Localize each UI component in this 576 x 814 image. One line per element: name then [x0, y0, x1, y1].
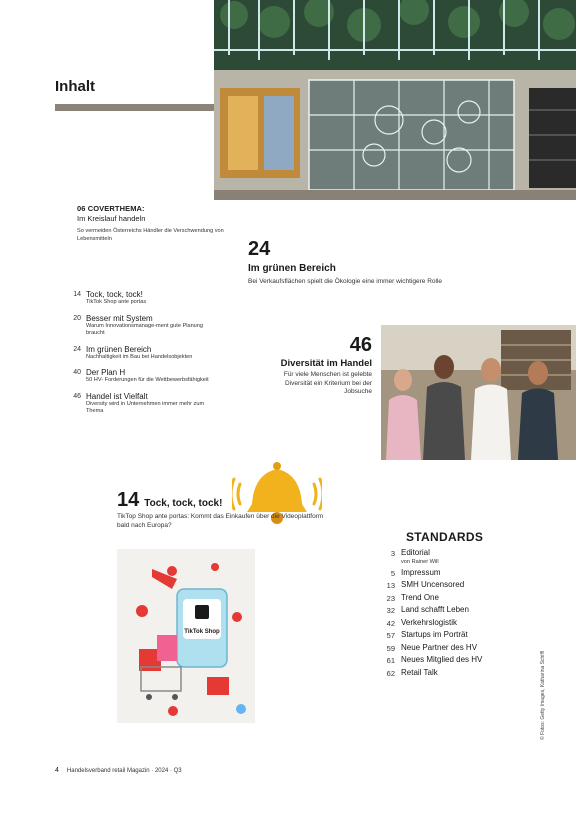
- toc-list: [60, 290, 220, 423]
- photo-credit: © Fotos: Getty Images, Katharina Schiffl: [540, 650, 546, 740]
- standards-item[interactable]: [383, 630, 523, 641]
- standards-item-title: Land schafft Leben: [401, 605, 469, 614]
- diversity-team-photo: [381, 325, 576, 460]
- standards-item-title: Neue Partner des HV: [401, 642, 478, 652]
- standards-item[interactable]: [383, 643, 523, 654]
- feature-46-title: Diversität im Handel: [280, 358, 372, 369]
- tiktok-shop-label: TikTok Shop: [184, 629, 220, 635]
- standards-item-title: Neues Mitglied des HV: [401, 655, 483, 664]
- title-underline-bar: [55, 104, 215, 111]
- standards-item-page: 61: [386, 656, 395, 665]
- toc-item[interactable]: [60, 314, 220, 338]
- cover-description: So vermeiden Österreichs Händler die Verschwendung von Lebensmitteln: [77, 228, 224, 242]
- page-title: Inhalt: [55, 78, 95, 95]
- standards-item[interactable]: [383, 568, 523, 579]
- standards-item[interactable]: [383, 605, 523, 616]
- standards-item-title: SMH Uncensored: [401, 580, 465, 589]
- standards-item-page: 3: [390, 549, 395, 558]
- standards-item[interactable]: [383, 548, 523, 566]
- toc-item-description: Warum Innovationsmanage-ment gute Planung braucht: [86, 322, 204, 336]
- hero-store-image: [214, 0, 576, 200]
- page-number: 4: [55, 767, 59, 774]
- toc-item-title: Der Plan H: [86, 368, 126, 377]
- toc-item[interactable]: [60, 368, 220, 385]
- toc-item-title: Im grünen Bereich: [86, 344, 152, 354]
- toc-item-title: Handel ist Vielfalt: [86, 391, 148, 401]
- page-footer: [55, 767, 182, 774]
- standards-item-page: 42: [386, 618, 395, 628]
- standards-item-page: 57: [386, 631, 395, 640]
- cover-kicker: 06 COVERTHEMA:: [77, 204, 145, 213]
- standards-item-title: Retail Talk: [401, 667, 438, 677]
- toc-item[interactable]: [60, 345, 220, 362]
- toc-item-title: Tock, tock, tock!: [86, 290, 143, 299]
- standards-item-title: Editorial: [401, 548, 430, 557]
- feature-24-title: Im grünen Bereich: [248, 263, 336, 274]
- standards-item[interactable]: [383, 655, 523, 666]
- toc-item[interactable]: [60, 290, 220, 307]
- feature-14[interactable]: [117, 489, 337, 530]
- standards-item-page: 59: [386, 643, 395, 653]
- tiktok-shop-illustration: [117, 549, 255, 723]
- feature-46[interactable]: [280, 334, 372, 397]
- toc-item-page: 46: [73, 392, 81, 400]
- standards-item-page: 32: [386, 606, 395, 615]
- standards-item-page: 62: [386, 668, 395, 678]
- standards-item-page: 23: [386, 593, 395, 603]
- toc-item-description: Nachhaltigkeit im Bau bei Handelsobjekten: [86, 353, 193, 360]
- standards-item-page: 5: [390, 568, 395, 578]
- toc-item-description: 50 HV- Forderungen für die Wettbewerbsfähigkeit: [86, 377, 209, 383]
- standards-item[interactable]: [383, 668, 523, 679]
- feature-24-description: Bei Verkaufsflächen spielt die Ökologie eine immer wichtigere Rolle: [248, 278, 443, 285]
- cover-headline: Im Kreislauf handeln: [77, 214, 146, 223]
- toc-item-page: 14: [73, 291, 81, 298]
- standards-item-title: Startups im Porträt: [401, 630, 468, 639]
- feature-24-page: 24: [248, 238, 271, 260]
- feature-46-page: 46: [349, 334, 372, 356]
- standards-list: [383, 548, 523, 680]
- standards-item-subtitle: von Rainer Will: [401, 558, 439, 565]
- feature-14-title: Tock, tock, tock!: [144, 498, 223, 509]
- toc-item-title: Besser mit System: [86, 313, 153, 323]
- feature-14-page: 14: [117, 489, 140, 511]
- feature-24[interactable]: [248, 238, 448, 286]
- feature-14-description: TikTop Shop ante portas: Kommt das Einkaufen über die Videoplattform bald nach Europa?: [117, 513, 324, 529]
- standards-title: STANDARDS: [406, 530, 484, 544]
- standards-item[interactable]: [383, 618, 523, 629]
- cover-story[interactable]: [77, 204, 227, 243]
- standards-item-title: Verkehrslogistik: [401, 617, 458, 627]
- standards-item[interactable]: [383, 580, 523, 591]
- toc-item-page: 40: [73, 369, 81, 376]
- standards-item[interactable]: [383, 593, 523, 604]
- standards-item-title: Trend One: [401, 592, 439, 602]
- standards-item-title: Impressum: [401, 567, 441, 577]
- toc-item-page: 20: [73, 314, 81, 322]
- toc-item[interactable]: [60, 392, 220, 416]
- toc-item-description: Diversity wird in Unternehmen immer mehr zum Thema: [86, 400, 205, 414]
- footer-text: Handelsverband retail Magazin · 2024 · Q3: [66, 768, 182, 774]
- feature-46-description: Für viele Menschen ist gelebte Diversität ein Kriterium bei der Jobsuche: [283, 371, 372, 395]
- toc-item-description: TikTok Shop ante portas: [86, 299, 147, 305]
- toc-item-page: 24: [73, 345, 81, 353]
- standards-item-page: 13: [386, 581, 395, 590]
